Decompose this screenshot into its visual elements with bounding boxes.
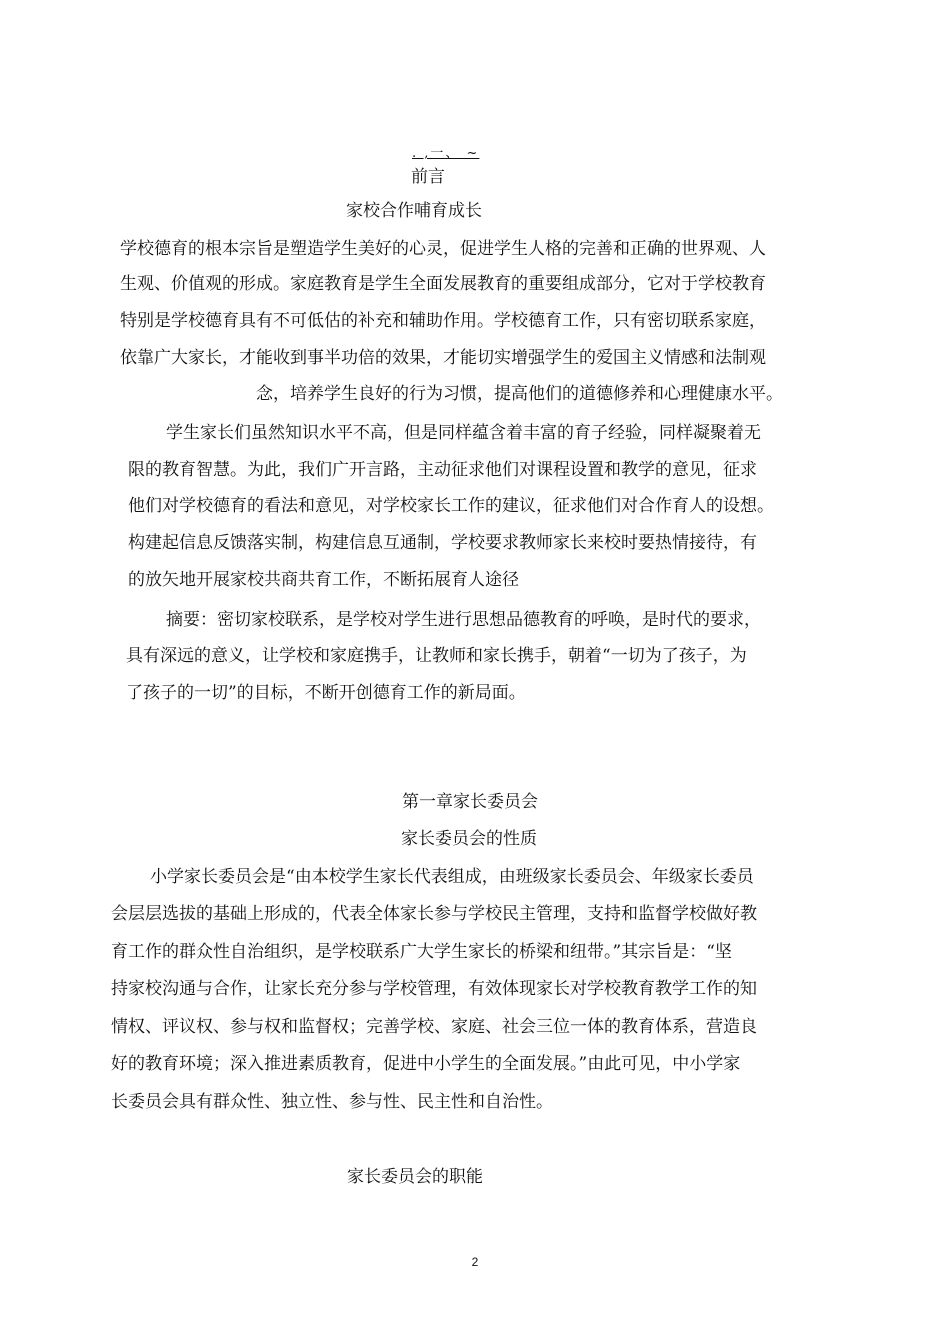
preface-p1-line: 念，培养学生良好的行为习惯，提高他们的道德修养和心理健康水平。 — [256, 384, 783, 404]
section-body-line: 好的教育环境；深入推进素质教育，促进中小学生的全面发展。”由此可见，中小学家 — [111, 1054, 741, 1074]
preface-p2-line: 构建起信息反馈落实制，构建信息互通制，学校要求教师家长来校时要热情接待，有 — [128, 533, 757, 553]
abstract-line: 了孩子的一切”的目标，不断开创德育工作的新局面。 — [126, 683, 526, 703]
preface-p1-line: 生观、价值观的形成。家庭教育是学生全面发展教育的重要组成部分，它对于学校教育 — [120, 274, 766, 294]
preface-subtitle: 家校合作哺育成长 — [346, 201, 482, 221]
preface-title: 前言 — [411, 167, 445, 187]
preface-p1-line: 特别是学校德育具有不可低估的补充和辅助作用。学校德育工作，只有密切联系家庭， — [120, 311, 766, 331]
section-body-line: 小学家长委员会是“由本校学生家长代表组成，由班级家长委员会、年级家长委员 — [150, 867, 754, 887]
section-title: 家长委员会的性质 — [401, 829, 537, 849]
preface-p2-line: 学生家长们虽然知识水平不高，但是同样蕴含着丰富的育子经验，同样凝聚着无 — [166, 423, 761, 443]
preface-p2-line: 限的教育智慧。为此，我们广开言路，主动征求他们对课程设置和教学的意见，征求 — [128, 460, 757, 480]
preface-p2-line: 他们对学校德育的看法和意见，对学校家长工作的建议，征求他们对合作育人的设想。 — [128, 496, 774, 516]
preface-p2-line: 的放矢地开展家校共商共育工作，不断拓展育人途径 — [128, 570, 519, 590]
preface-p1-line: 依靠广大家长，才能收到事半功倍的效果，才能切实增强学生的爱国主义情感和法制观 — [120, 348, 766, 368]
abstract-line: 摘要：密切家校联系，是学校对学生进行思想品德教育的呼唤，是时代的要求， — [166, 610, 761, 630]
header-marker: . ,一、 ~ — [412, 146, 480, 161]
page-number: 2 — [471, 1255, 479, 1269]
section-body-line: 育工作的群众性自治组织，是学校联系广大学生家长的桥梁和纽带。”其宗旨是：“坚 — [111, 942, 732, 962]
section-body-line: 长委员会具有群众性、独立性、参与性、民主性和自治性。 — [111, 1092, 553, 1112]
section-body-line: 情权、评议权、参与权和监督权；完善学校、家庭、社会三位一体的教育体系，营造良 — [111, 1017, 757, 1037]
chapter-title: 第一章家长委员会 — [402, 792, 538, 812]
section-body-line: 持家校沟通与合作，让家长充分参与学校管理，有效体现家长对学校教育教学工作的知 — [111, 979, 757, 999]
section-body-line: 会层层选拔的基础上形成的，代表全体家长参与学校民主管理，支持和监督学校做好教 — [111, 904, 757, 924]
section-title: 家长委员会的职能 — [347, 1167, 483, 1187]
abstract-line: 具有深远的意义，让学校和家庭携手，让教师和家长携手，朝着“一切为了孩子，为 — [126, 646, 747, 666]
preface-p1-line: 学校德育的根本宗旨是塑造学生美好的心灵，促进学生人格的完善和正确的世界观、人 — [120, 239, 766, 259]
